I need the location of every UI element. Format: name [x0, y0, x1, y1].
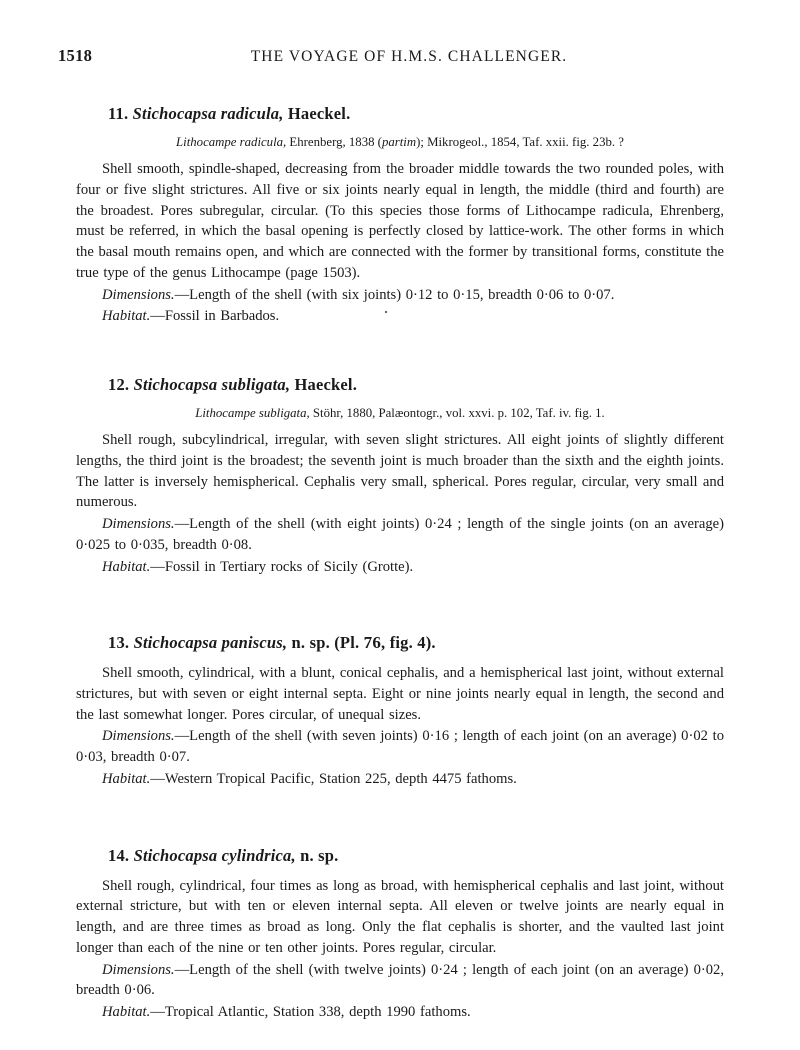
- habitat-text: —Fossil in Tertiary rocks of Sicily (Grotte).: [150, 558, 414, 575]
- entry-number: 14.: [108, 845, 130, 865]
- species-author: n. sp.: [300, 845, 339, 865]
- synonymy-11: [76, 134, 724, 151]
- dimensions-text: —Length of the shell (with eight joints) 0·24 ; length of the single joints (on an average) 0·025 to 0·035, breadth 0·08.: [76, 516, 724, 553]
- entry-number: 11.: [108, 104, 129, 123]
- dimensions-14: [76, 960, 724, 1001]
- habitat-text: —Tropical Atlantic, Station 338, depth 1990 fathoms.: [150, 1003, 471, 1020]
- habitat-14: [76, 1002, 724, 1023]
- entry-number: 13.: [108, 633, 130, 653]
- species-entry-11: [76, 104, 724, 327]
- species-entry-12: [76, 375, 724, 577]
- entry-title-12: [76, 375, 724, 395]
- spacer: [76, 353, 724, 375]
- dimensions-text: —Length of the shell (with seven joints) 0·16 ; length of each joint (on an average) 0·02 to 0·03, breadth 0·07.: [76, 728, 724, 766]
- species-author: Haeckel.: [294, 375, 358, 395]
- habitat-text: —Western Tropical Pacific, Station 225, depth 4475 fathoms.: [150, 770, 517, 787]
- synonymy-12: [76, 405, 724, 422]
- entry-title-11: [76, 104, 724, 124]
- spacer: [76, 603, 724, 633]
- page-body: [52, 104, 748, 1023]
- page-number: 1518: [58, 46, 93, 65]
- description-12: Shell rough, subcylindrical, irregular, with seven slight strictures. All eight joints of slightly different lengths, the third joint is the broadest; the seventh joint is much broader than the sixth and the eighth joints. The latter is inversely hemispherical. Cephalis very small, spherical. Pores regular, circular, very small and numerous.: [76, 432, 724, 511]
- ink-speck: [385, 311, 387, 313]
- dimensions-label: Dimensions.: [102, 516, 175, 533]
- species-author-post: , fig. 4).: [381, 633, 436, 653]
- dimensions-11: [76, 285, 724, 306]
- synonymy-ref: Stöhr, 1880, Palæontogr., vol. xxvi. p. 102, Taf. iv. fig. 1.: [309, 406, 605, 421]
- synonymy-taxon: Lithocampe subligata,: [195, 406, 310, 421]
- species-name: Stichocapsa subligata,: [133, 375, 291, 395]
- species-author: Haeckel.: [287, 104, 351, 123]
- dimensions-text: —Length of the shell (with six joints) 0·12 to 0·15, breadth 0·06 to 0·07.: [174, 286, 615, 303]
- entry-title-13: [76, 633, 724, 653]
- entry-number: 12.: [108, 375, 130, 395]
- running-head: THE VOYAGE OF H.M.S. CHALLENGER.: [250, 48, 568, 65]
- synonymy-partim: partim: [381, 135, 417, 149]
- dimensions-label: Dimensions.: [102, 961, 175, 978]
- species-name: Stichocapsa radicula,: [132, 104, 284, 123]
- dimensions-12: [76, 514, 724, 555]
- species-entry-13: [76, 633, 724, 789]
- species-entry-14: [76, 846, 724, 1023]
- habitat-label: Habitat.: [102, 1003, 151, 1020]
- species-author-pre: n. sp. (Pl.: [287, 633, 364, 653]
- habitat-label: Habitat.: [102, 770, 151, 787]
- dimensions-text: —Length of the shell (with twelve joints) 0·24 ; length of each joint (on an average) 0·02, breadth 0·06.: [76, 961, 724, 999]
- description-11: Shell smooth, spindle-shaped, decreasing from the broader middle towards the two rounded poles, with four or five slight strictures. All five or six joints nearly equal in length, the middle (third and fourth) are the broadest. Pores subregular, circular. (To this species those forms of Lithocampe radicula, Ehrenberg, must be referred, in which the basal opening is perfectly closed by lattice-work. The other forms in which the basal mouth remains open, and which are connected with the former by transitional forms, constitute the true type of the genus Lithocampe (page 1503).: [76, 161, 724, 281]
- species-name: Stichocapsa paniscus,: [133, 633, 288, 653]
- description-14: Shell rough, cylindrical, four times as long as broad, with hemispherical cephalis and last joint, without external stricture, but with ten or eleven internal septa. All eleven or twelve joints are nearly equal in length, and are three times as broad as long. Only the flat cephalis is shorter, and the vaulted last joint longer than each of the nine or ten other joints. Pores regular, circular.: [76, 877, 724, 956]
- dimensions-label: Dimensions.: [102, 728, 175, 745]
- species-name: Stichocapsa cylindrica,: [133, 845, 296, 865]
- spacer: [76, 816, 724, 846]
- habitat-11: [76, 306, 724, 327]
- habitat-label: Habitat.: [102, 558, 151, 575]
- synonymy-ref-a: Ehrenberg, 1838 (: [286, 135, 382, 149]
- dimensions-label: Dimensions.: [102, 286, 175, 303]
- synonymy-ref-b: ); Mikrogeol., 1854, Taf. xxii. fig. 23b. ?: [416, 135, 624, 149]
- page-header: [52, 46, 748, 70]
- habitat-label: Habitat.: [102, 308, 151, 325]
- entry-title-14: [76, 846, 724, 866]
- habitat-13: [76, 769, 724, 790]
- habitat-text: —Fossil in Barbados.: [150, 308, 280, 325]
- description-13: Shell smooth, cylindrical, with a blunt, conical cephalis, and a hemispherical last joint, without external strictures, but with seven or eight internal septa. Eight or nine joints nearly equal in length, the second and the last somewhat longer. Pores circular, of unequal sizes.: [76, 665, 724, 723]
- habitat-12: [76, 557, 724, 578]
- plate-number: 76: [363, 633, 382, 653]
- synonymy-taxon: Lithocampe radicula,: [176, 135, 287, 149]
- dimensions-13: [76, 726, 724, 767]
